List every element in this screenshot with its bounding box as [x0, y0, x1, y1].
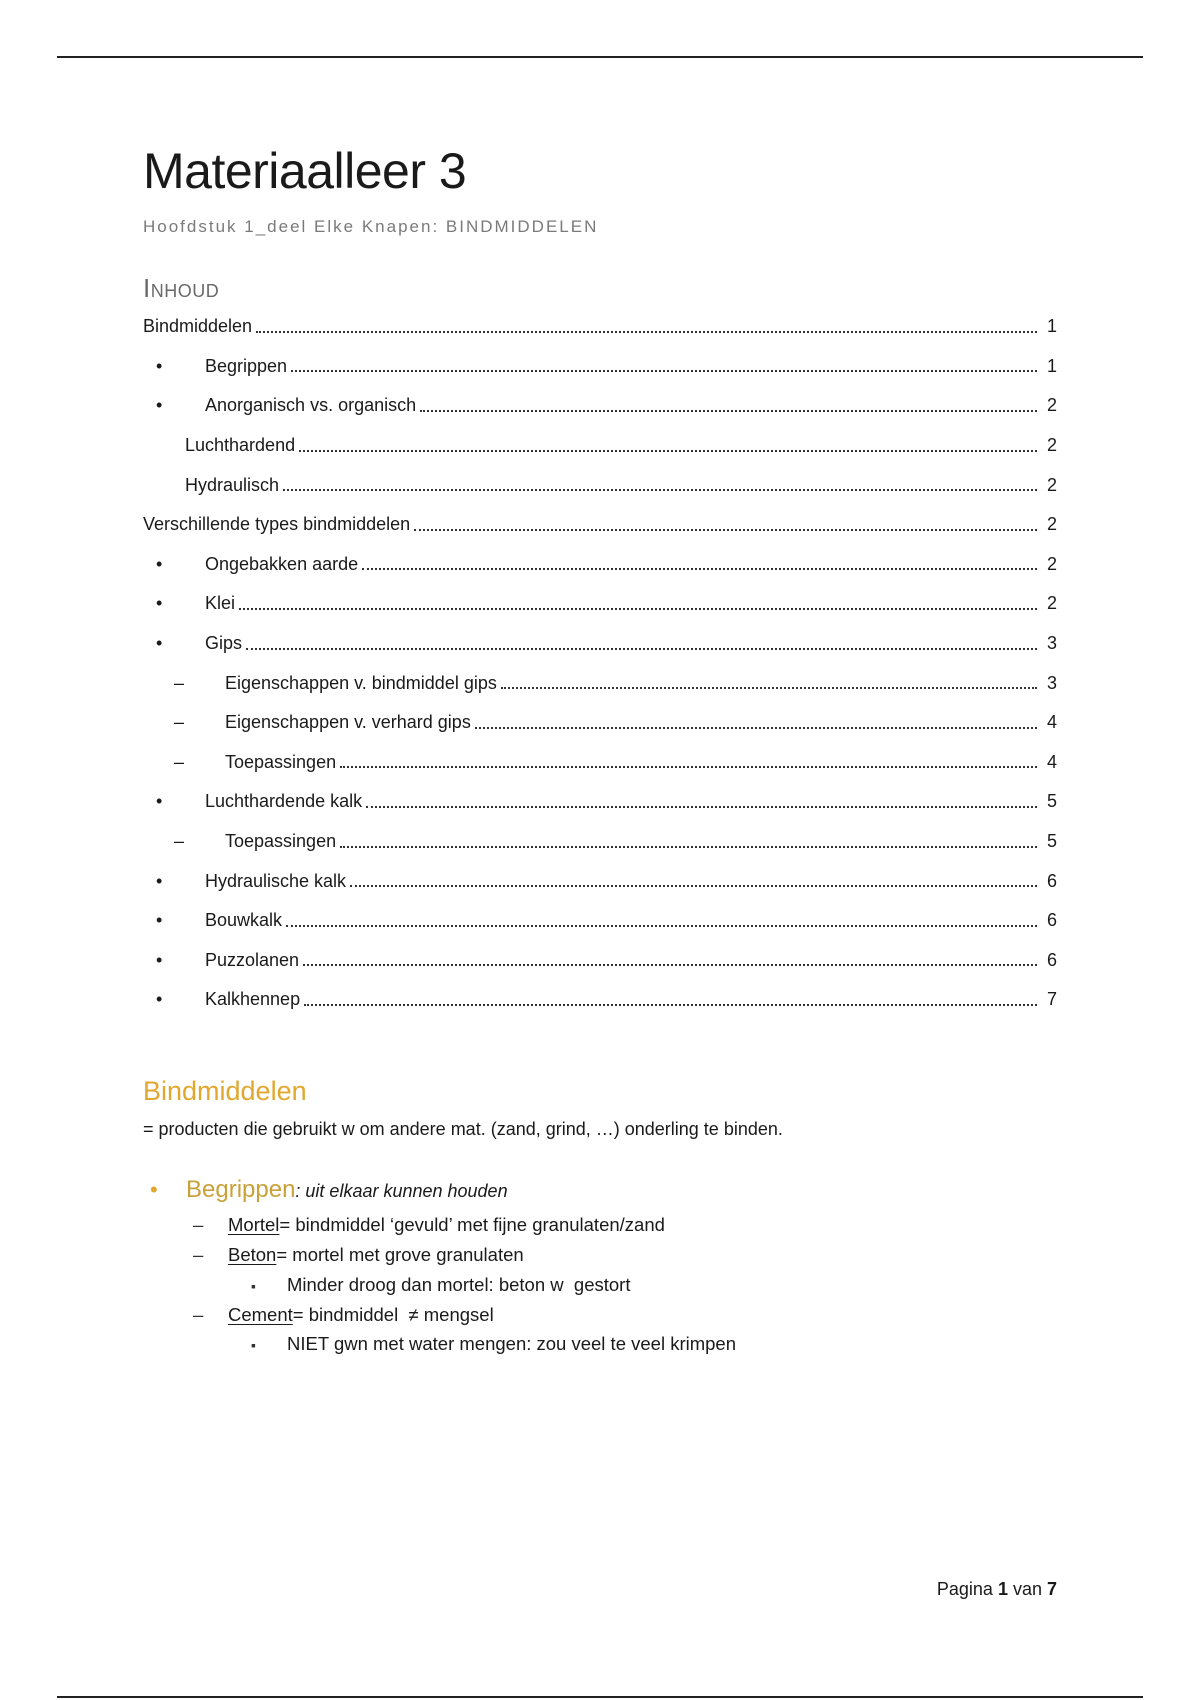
- toc-dot-leader: [501, 687, 1037, 689]
- toc-entry[interactable]: [143, 505, 1057, 545]
- toc-dot-leader: [246, 648, 1037, 650]
- toc-entry-page: 6: [1046, 870, 1057, 891]
- toc-entry-label: Begrippen: [205, 356, 291, 377]
- bullet-icon: •: [156, 633, 163, 654]
- definition-text: = bindmiddel ‘gevuld’ met fijne granulaten/zand: [279, 1214, 665, 1235]
- bullet-icon: •: [156, 553, 163, 574]
- toc-entry-label: Hydraulisch: [185, 475, 283, 496]
- toc-entry-label: Anorganisch vs. organisch: [205, 395, 420, 416]
- definition-term: Mortel: [228, 1214, 280, 1235]
- toc-entry-page: 7: [1046, 989, 1057, 1010]
- toc-entry-label: Bindmiddelen: [143, 316, 256, 337]
- toc-entry[interactable]: [143, 307, 1057, 347]
- toc-dot-leader: [340, 846, 1037, 848]
- toc-dot-leader: [362, 568, 1037, 570]
- toc-entry-page: 6: [1046, 910, 1057, 931]
- toc-entry-label: Hydraulische kalk: [205, 871, 350, 892]
- toc-entry[interactable]: [143, 901, 1057, 941]
- definition-subitem: [251, 1274, 630, 1296]
- toc-entry-label: Klei: [205, 593, 239, 614]
- toc-entry[interactable]: [143, 703, 1057, 743]
- toc-dot-leader: [283, 489, 1037, 491]
- toc-dot-leader: [256, 331, 1037, 333]
- toc-entry-label: Luchthardende kalk: [205, 791, 366, 812]
- definition-item: [193, 1214, 665, 1236]
- bullet-icon: •: [156, 791, 163, 812]
- toc-dot-leader: [420, 410, 1037, 412]
- toc-entry-label: Toepassingen: [225, 831, 340, 852]
- bullet-icon: •: [156, 355, 163, 376]
- square-bullet-icon: ▪: [251, 1278, 256, 1294]
- toc-entry[interactable]: [143, 980, 1057, 1020]
- dash-icon: –: [174, 831, 185, 852]
- dash-icon: –: [174, 712, 185, 733]
- toc-entry-label: Bouwkalk: [205, 910, 286, 931]
- bullet-icon: •: [156, 910, 163, 931]
- toc-entry-label: Luchthardend: [185, 435, 299, 456]
- toc-entry-page: 2: [1046, 474, 1057, 495]
- toc-entry[interactable]: [143, 545, 1057, 585]
- toc-entry-page: 3: [1046, 672, 1057, 693]
- subsection-note: : uit elkaar kunnen houden: [295, 1181, 508, 1201]
- bullet-icon: •: [156, 949, 163, 970]
- bullet-icon: •: [156, 593, 163, 614]
- toc-entry-page: 1: [1046, 316, 1057, 337]
- toc-entry-label: Eigenschappen v. verhard gips: [225, 712, 475, 733]
- toc-dot-leader: [350, 885, 1037, 887]
- toc-entry-page: 6: [1046, 949, 1057, 970]
- toc-entry-page: 4: [1046, 712, 1057, 733]
- toc-entry-label: Kalkhennep: [205, 989, 304, 1010]
- toc-entry-label: Ongebakken aarde: [205, 554, 362, 575]
- square-bullet-icon: ▪: [251, 1337, 256, 1353]
- dash-icon: –: [193, 1304, 204, 1325]
- section-heading: Bindmiddelen: [143, 1076, 307, 1106]
- toc-entry-page: 5: [1046, 791, 1057, 812]
- toc-entry-label: Gips: [205, 633, 246, 654]
- toc-dot-leader: [304, 1004, 1037, 1006]
- toc-dot-leader: [340, 766, 1037, 768]
- toc-dot-leader: [475, 727, 1037, 729]
- toc-entry[interactable]: [143, 624, 1057, 664]
- page-number-total: 7: [1046, 1579, 1057, 1599]
- toc-dot-leader: [239, 608, 1037, 610]
- toc-entry[interactable]: [143, 347, 1057, 387]
- toc-entry-page: 2: [1046, 435, 1057, 456]
- toc-dot-leader: [303, 964, 1037, 966]
- toc-dot-leader: [366, 806, 1037, 808]
- page-number-current: 1: [997, 1579, 1008, 1599]
- dash-icon: –: [193, 1214, 204, 1235]
- definition-text: = mortel met grove granulaten: [276, 1244, 524, 1265]
- dash-icon: –: [193, 1244, 204, 1265]
- definition-term: Beton: [228, 1244, 277, 1265]
- toc-entry-page: 3: [1046, 633, 1057, 654]
- bullet-icon: •: [156, 395, 163, 416]
- toc-dot-leader: [414, 529, 1037, 531]
- page-number: [937, 1579, 1057, 1600]
- definition-text: NIET gwn met water mengen: zou veel te veel krimpen: [287, 1333, 737, 1354]
- toc-entry-page: 2: [1046, 395, 1057, 416]
- toc-entry-page: 1: [1046, 355, 1057, 376]
- toc-entry-label: Eigenschappen v. bindmiddel gips: [225, 673, 501, 694]
- subsection-heading: [150, 1176, 508, 1204]
- section-definition: = producten die gebruikt w om andere mat. (zand, grind, …) onderling te binden.: [143, 1119, 783, 1139]
- header-rule: [57, 56, 1143, 58]
- document-title: Materiaalleer 3: [143, 143, 467, 199]
- bullet-icon: •: [150, 1177, 158, 1202]
- footer-rule: [57, 1696, 1143, 1698]
- toc-entry-page: 2: [1046, 514, 1057, 535]
- toc-entry-page: 2: [1046, 593, 1057, 614]
- definition-term: Cement: [228, 1304, 293, 1325]
- definition-subitem: [251, 1333, 736, 1355]
- toc-dot-leader: [291, 370, 1037, 372]
- toc-entry-label: Toepassingen: [225, 752, 340, 773]
- page-number-middle: van: [1007, 1579, 1047, 1599]
- toc-entry[interactable]: [143, 822, 1057, 862]
- toc-dot-leader: [299, 450, 1037, 452]
- document-subtitle: Hoofdstuk 1_deel Elke Knapen: BINDMIDDELEN: [143, 217, 599, 236]
- page-number-prefix: Pagina: [936, 1579, 998, 1599]
- definition-item: [193, 1244, 524, 1266]
- toc-entry[interactable]: [143, 782, 1057, 822]
- bullet-icon: •: [156, 989, 163, 1010]
- definition-text: = bindmiddel ≠ mengsel: [292, 1304, 494, 1325]
- toc-entry[interactable]: [143, 663, 1057, 703]
- table-of-contents: [143, 307, 1057, 1020]
- toc-entry[interactable]: [143, 584, 1057, 624]
- dash-icon: –: [174, 751, 185, 772]
- toc-entry[interactable]: [143, 426, 1057, 466]
- toc-dot-leader: [286, 925, 1037, 927]
- toc-entry-page: 5: [1046, 831, 1057, 852]
- toc-heading: Inhoud: [143, 273, 220, 303]
- subsection-title: Begrippen: [186, 1176, 296, 1203]
- toc-entry[interactable]: [143, 465, 1057, 505]
- toc-entry[interactable]: [143, 386, 1057, 426]
- definition-text: Minder droog dan mortel: beton w gestort: [287, 1274, 631, 1295]
- toc-entry-page: 4: [1046, 751, 1057, 772]
- toc-entry[interactable]: [143, 941, 1057, 981]
- dash-icon: –: [174, 672, 185, 693]
- toc-entry[interactable]: [143, 743, 1057, 783]
- toc-entry-label: Puzzolanen: [205, 950, 303, 971]
- toc-entry-page: 2: [1046, 553, 1057, 574]
- definition-item: [193, 1304, 494, 1326]
- toc-entry[interactable]: [143, 861, 1057, 901]
- toc-entry-label: Verschillende types bindmiddelen: [143, 514, 414, 535]
- bullet-icon: •: [156, 870, 163, 891]
